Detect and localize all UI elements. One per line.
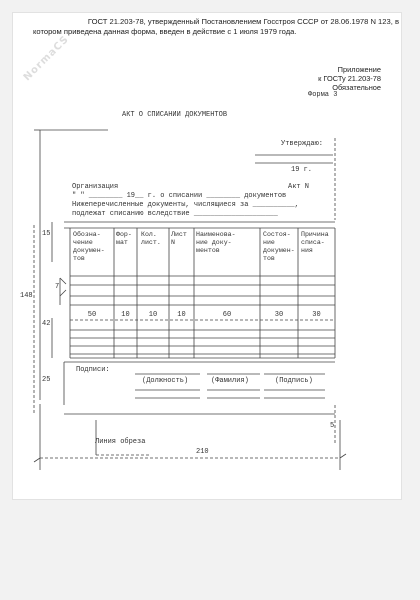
cut-line-label: Линия обреза bbox=[95, 438, 146, 446]
dimension-7: 7 bbox=[55, 283, 60, 291]
approve-label: Утверждаю: bbox=[281, 140, 324, 148]
column-header-reason: Причина списа- ния bbox=[301, 231, 329, 254]
dimension-148: 148 bbox=[20, 292, 33, 300]
watermark: NormaCS bbox=[21, 33, 72, 84]
dimension-5: 5 bbox=[330, 422, 335, 430]
dimension-42: 42 bbox=[42, 320, 51, 328]
appendix-line-1: Приложение bbox=[337, 65, 381, 74]
form-title: АКТ О СПИСАНИИ ДОКУМЕНТОВ bbox=[122, 111, 228, 119]
notice-line-2: котором приведена данная форма, введен в действие с 1 июля 1979 года. bbox=[33, 27, 297, 36]
col-width-format: 10 bbox=[121, 311, 130, 319]
column-header-format: Фор- мат bbox=[116, 231, 132, 246]
list-line: Нижеперечисленные документы, числящиеся за __________, bbox=[72, 201, 299, 209]
notice-line-1: ГОСТ 21.203-78, утвержденный Постановлением Госстроя СССР от 28.06.1978 N 123, в bbox=[87, 17, 399, 26]
organization-label: Организация bbox=[72, 183, 119, 191]
col-width-name: 60 bbox=[222, 311, 232, 319]
col-width-state: 30 bbox=[274, 311, 284, 319]
appendix-line-2: к ГОСТу 21.203-78 bbox=[318, 74, 381, 83]
signatures-label: Подписи: bbox=[76, 366, 110, 374]
col-width-designation: 50 bbox=[87, 311, 97, 319]
signature-sign-caption: (Подпись) bbox=[275, 377, 313, 385]
dimension-210: 210 bbox=[196, 448, 209, 456]
column-header-designation: Обозна- чение докумен- тов bbox=[73, 231, 105, 262]
appendix-line-3: Обязательное bbox=[332, 83, 381, 92]
signature-surname-caption: (Фамилия) bbox=[211, 377, 249, 385]
col-width-sheet-count: 10 bbox=[148, 311, 158, 319]
col-width-sheet-number: 10 bbox=[177, 311, 186, 319]
column-header-state: Состоя- ние докумен- тов bbox=[263, 231, 295, 262]
act-number-label: Акт N bbox=[288, 183, 310, 191]
dimension-25: 25 bbox=[42, 376, 51, 384]
signature-position-caption: (Должность) bbox=[142, 377, 189, 385]
dimension-15: 15 bbox=[42, 230, 51, 238]
col-width-reason: 30 bbox=[312, 311, 321, 319]
column-header-name: Наименова- ние доку- ментов bbox=[196, 231, 236, 254]
column-header-sheet-number: Лист N bbox=[171, 231, 187, 246]
column-header-sheet-count: Кол. лист. bbox=[141, 231, 161, 246]
form-number: Форма 3 bbox=[308, 91, 338, 99]
year-field: 19 г. bbox=[291, 166, 313, 174]
reason-line: подлежат списанию вследствие ____________________ bbox=[72, 210, 278, 218]
date-line: " " ________ 19__ г. о списании ________ документов bbox=[72, 192, 287, 200]
